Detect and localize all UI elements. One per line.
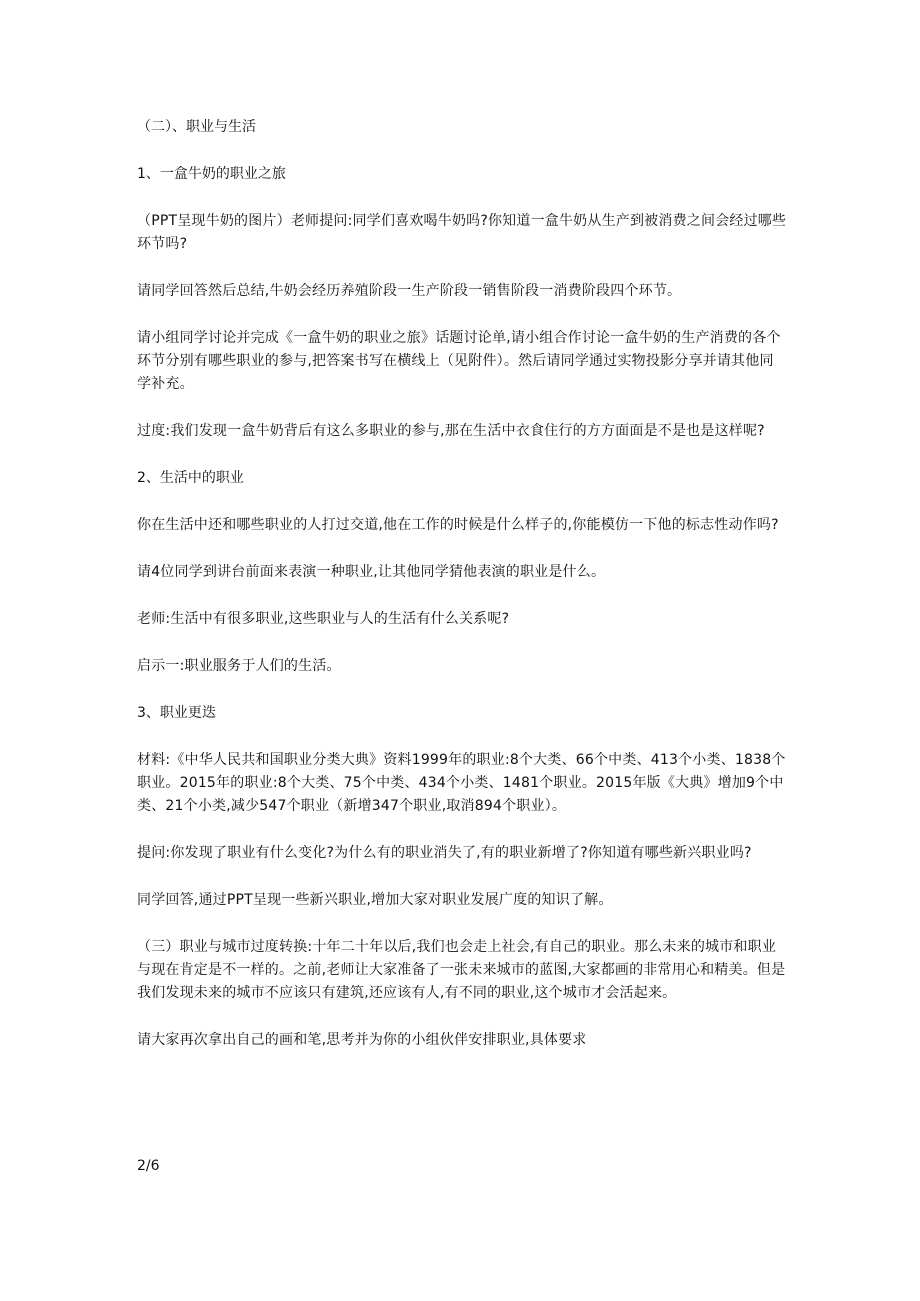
paragraph-insight-1: 启示一:职业服务于人们的生活。 bbox=[137, 658, 341, 674]
paragraph-task: 请大家再次拿出自己的画和笔,思考并为你的小组伙伴安排职业,具体要求 bbox=[137, 1032, 587, 1048]
paragraph-perform: 请4位同学到讲台前面来表演一种职业,让其他同学猜他表演的职业是什么。 bbox=[137, 564, 606, 580]
page-number: 2/6 bbox=[137, 1158, 160, 1174]
paragraph-teacher-question: 老师:生活中有很多职业,这些职业与人的生活有什么关系呢? bbox=[137, 611, 510, 627]
paragraph-question-change: 提问:你发现了职业有什么变化?为什么有的职业消失了,有的职业新增了?你知道有哪些新兴职业吗? bbox=[137, 845, 752, 861]
paragraph-ppt-milk: （PPT呈现牛奶的图片）老师提问:同学们喜欢喝牛奶吗?你知道一盒牛奶从生产到被消费之间会经过哪些环节吗? bbox=[137, 213, 787, 252]
paragraph-answer-ppt: 同学回答,通过PPT呈现一些新兴职业,增加大家对职业发展广度的知识了解。 bbox=[137, 892, 613, 908]
subheading-3: 3、职业更迭 bbox=[137, 705, 216, 721]
document-body bbox=[137, 116, 787, 1076]
paragraph-material: 材料:《中华人民共和国职业分类大典》资料1999年的职业:8个大类、66个中类、413个小类、1838个职业。2015年的职业:8个大类、75个中类、434个小类、1481个职业。2015年版《大典》增加9个中类、21个小类,减少547个职业（新增347个职业,取消894个职业）。 bbox=[137, 752, 786, 814]
subheading-2: 2、生活中的职业 bbox=[137, 470, 244, 486]
section-heading-2: （二）、职业与生活 bbox=[137, 119, 256, 135]
paragraph-imitate: 你在生活中还和哪些职业的人打过交道,他在工作的时候是什么样子的,你能模仿一下他的标志性动作吗? bbox=[137, 517, 779, 533]
paragraph-group-discussion: 请小组同学讨论并完成《一盒牛奶的职业之旅》话题讨论单,请小组合作讨论一盒牛奶的生产消费的各个环节分别有哪些职业的参与,把答案书写在横线上（见附件）。然后请同学通过实物投影分享并请其他同学补充。 bbox=[137, 330, 781, 392]
paragraph-summary: 请同学回答然后总结,牛奶会经历养殖阶段一生产阶段一销售阶段一消费阶段四个环节。 bbox=[137, 283, 682, 299]
subheading-1: 1、一盒牛奶的职业之旅 bbox=[137, 166, 286, 182]
paragraph-transition: 过度:我们发现一盒牛奶背后有这么多职业的参与,那在生活中衣食住行的方方面面是不是也是这样呢? bbox=[137, 423, 765, 439]
paragraph-section-3: （三）职业与城市过度转换:十年二十年以后,我们也会走上社会,有自己的职业。那么未来的城市和职业与现在肯定是不一样的。之前,老师让大家准备了一张未来城市的蓝图,大家都画的非常用心和精美。但是我们发现未来的城市不应该只有建筑,还应该有人,有不同的职业,这个城市才会活起来。 bbox=[137, 939, 786, 1001]
